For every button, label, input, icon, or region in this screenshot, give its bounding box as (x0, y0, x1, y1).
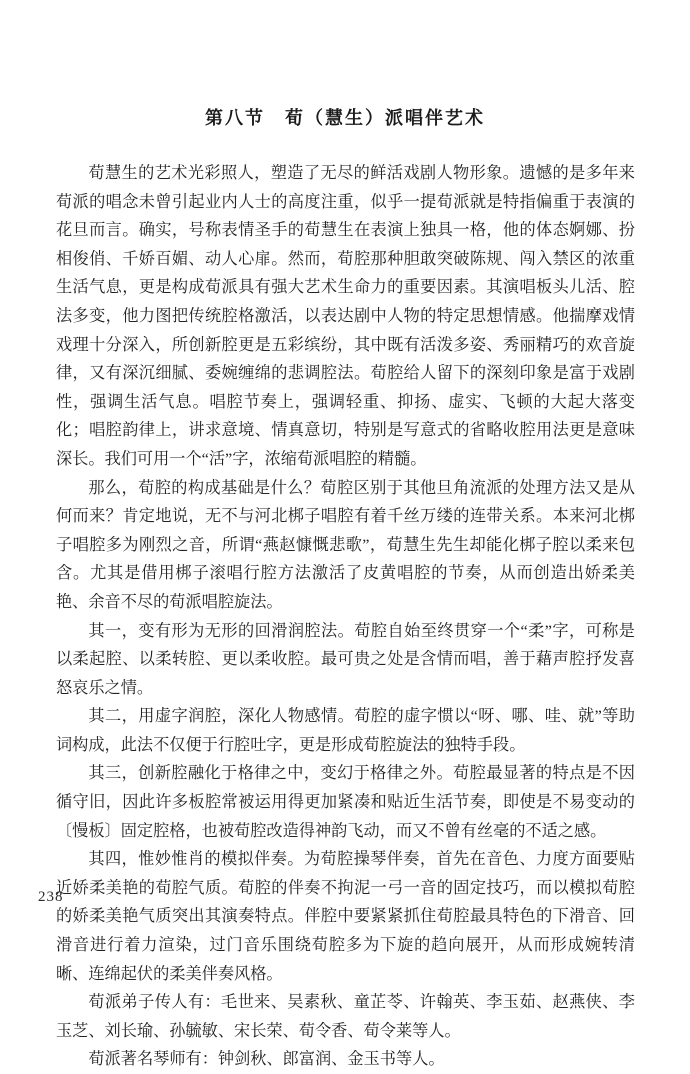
paragraph-point-three: 其三，创新腔融化于格律之中，变幻于格律之外。荀腔最显著的特点是不因循守旧，因此许多板腔常被运用得更加紧凑和贴近生活节奏，即使是不易变动的〔慢板〕固定腔格，也被荀腔改造得神韵飞动，而又不曾有丝毫的不适之感。 (56, 764, 635, 840)
paragraph-disciples: 荀派弟子传人有：毛世来、吴素秋、童芷苓、许翰英、李玉茹、赵燕侠、李玉芝、刘长瑜、孙毓敏、宋长荣、荀令香、荀令莱等人。 (56, 993, 635, 1040)
paragraph-intro: 荀慧生的艺术光彩照人，塑造了无尽的鲜活戏剧人物形象。遗憾的是多年来荀派的唱念未曾引起业内人士的高度注重，似乎一提荀派就是特指偏重于表演的花旦而言。确实，号称表情圣手的荀慧生在表演上独具一格，他的体态婀娜、扮相俊俏、千娇百媚、动人心扉。然而，荀腔那种胆敢突破陈规、闯入禁区的浓重生活气息，更是构成荀派具有强大艺术生命力的重要因素。其演唱板头儿活、腔法多变，他力图把传统腔格激活，以表达剧中人物的特定思想情感。他揣摩戏情戏理十分深入，所创新腔更是五彩缤纷，其中既有活泼多姿、秀丽精巧的欢音旋律，又有深沉细腻、委婉缠绵的悲调腔法。荀腔给人留下的深刻印象是富于戏剧性，强调生活气息。唱腔节奏上，强调轻重、抑扬、虚实、飞顿的大起大落变化；唱腔韵律上，讲求意境、情真意切，特别是写意式的省略收腔用法更是意味深长。我们可用一个“活”字，浓缩荀派唱腔的精髓。 (56, 164, 635, 468)
body-text (56, 159, 635, 1074)
page-number: 238 (38, 889, 64, 905)
section-title: 第八节 荀（慧生）派唱伴艺术 (205, 108, 485, 128)
paragraph-point-four: 其四，惟妙惟肖的模拟伴奏。为荀腔操琴伴奏，首先在音色、力度方面要贴近娇柔美艳的荀腔气质。荀腔的伴奏不拘泥一弓一音的固定技巧，而以模拟荀腔的娇柔美艳气质突出其演奏特点。伴腔中要紧紧抓住荀腔最具特色的下滑音、回滑音进行着力渲染，过门音乐围绕荀腔多为下旋的趋向展开，从而形成婉转清晰、连绵起伏的柔美伴奏风格。 (56, 850, 635, 983)
paragraph-fiddlers: 荀派著名琴师有：钟剑秋、郎富润、金玉书等人。 (88, 1050, 445, 1069)
paragraph-point-one: 其一，变有形为无形的回滑润腔法。荀腔自始至终贯穿一个“柔”字，可称是以柔起腔、以柔转腔、更以柔收腔。最可贵之处是含情而唱，善于藉声腔抒发喜怒哀乐之情。 (56, 621, 635, 697)
paragraph-basis: 那么，荀腔的构成基础是什么？荀腔区别于其他旦角流派的处理方法又是从何而来？肯定地说，无不与河北梆子唱腔有着千丝万缕的连带关系。本来河北梆子唱腔多为刚烈之音，所谓“燕赵慷慨悲歌”，荀慧生先生却能化梆子腔以柔来包含。尤其是借用梆子滚唱行腔方法激活了皮黄唱腔的节奏，从而创造出娇柔美艳、余音不尽的荀派唱腔旋法。 (56, 478, 635, 611)
paragraph-point-two: 其二，用虚字润腔，深化人物感情。荀腔的虚字惯以“呀、哪、哇、就”等助词构成，此法不仅便于行腔吐字，更是形成荀腔旋法的独特手段。 (56, 707, 635, 754)
